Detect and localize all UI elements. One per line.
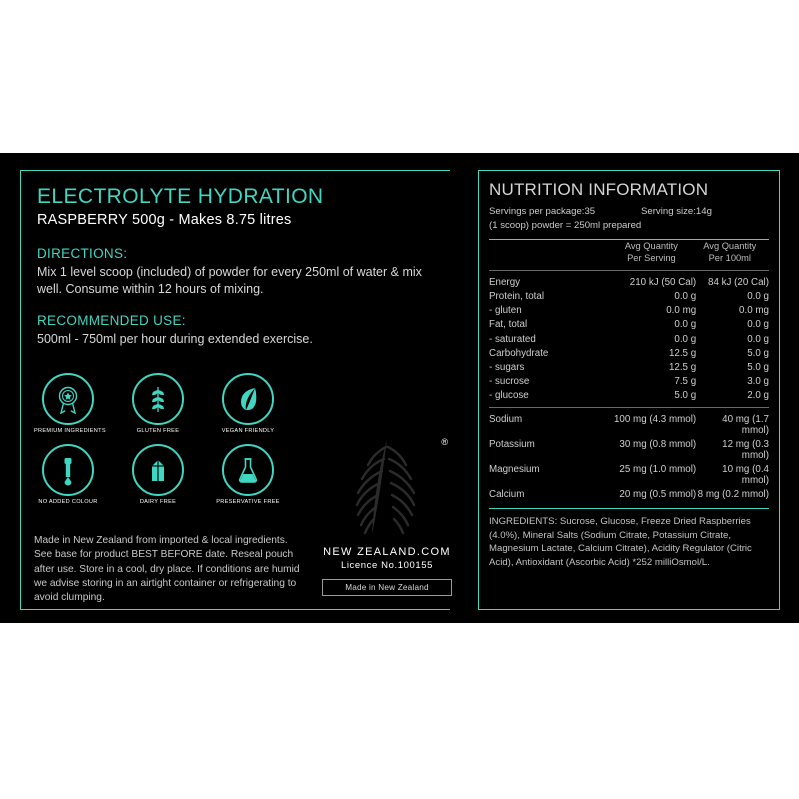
row-per-serving: 210 kJ (50 Cal) xyxy=(629,276,697,288)
col1-line2: Per Serving xyxy=(627,253,676,264)
row-per-serving: 0.0 g xyxy=(674,333,697,345)
nz-brand-text: NEW ZEALAND.COM xyxy=(323,546,451,558)
row-label: - saturated xyxy=(489,333,536,345)
row-per-serving: 5.0 g xyxy=(674,390,697,402)
badge-dairy-free xyxy=(124,444,192,505)
row-per-100ml: 0.0 mg xyxy=(739,305,769,317)
row-per-100ml: 5.0 g xyxy=(747,347,769,359)
row-label: Potassium xyxy=(489,438,535,450)
prepared-note: (1 scoop) powder = 250ml prepared xyxy=(489,219,642,231)
divider-grey-1 xyxy=(489,270,769,271)
row-per-100ml: 0.0 g xyxy=(747,291,769,302)
nutrition-title: NUTRITION INFORMATION xyxy=(489,180,709,199)
nutrition-table xyxy=(489,240,769,266)
row-per-100ml: 10 mg (0.4 mmol) xyxy=(722,463,769,486)
table-row xyxy=(489,360,769,374)
nz-licence-number: Licence No.100155 xyxy=(340,560,434,571)
table-row xyxy=(489,462,769,487)
recommended-use-heading: RECOMMENDED USE: xyxy=(37,312,186,328)
row-per-serving: 7.5 g xyxy=(674,376,697,388)
table-row xyxy=(489,289,769,303)
recommended-use-body: 500ml - 750ml per hour during extended exercise. xyxy=(37,331,313,346)
row-per-100ml: 84 kJ (20 Cal) xyxy=(708,276,769,288)
row-label: - sucrose xyxy=(489,376,530,388)
made-in-new-zealand-badge: Made in New Zealand xyxy=(322,579,452,596)
row-per-serving: 0.0 g xyxy=(674,291,697,302)
row-per-serving: 30 mg (0.8 mmol) xyxy=(619,438,697,450)
certification-badges xyxy=(34,373,294,515)
page-title: ELECTROLYTE HYDRATION xyxy=(37,185,324,208)
badge-gluten-free xyxy=(124,373,192,434)
storage-footnote: Made in New Zealand from imported & local ingredients. See base for product BEST BEFORE date. Reseal pouch after use. Store in a cool, dry place. If conditions are humid we advise storing in an airtight container or refrigerating to avoid clumping. xyxy=(34,535,300,604)
table-row xyxy=(489,332,769,346)
row-per-serving: 20 mg (0.5 mmol) xyxy=(619,489,697,501)
product-label xyxy=(0,153,799,623)
leaf-icon xyxy=(222,373,274,425)
product-subtitle: RASPBERRY 500g - Makes 8.75 litres xyxy=(37,212,292,229)
table-row xyxy=(489,346,769,360)
table-row xyxy=(489,389,769,403)
new-zealand-mark xyxy=(322,435,452,596)
row-label: - gluten xyxy=(489,305,522,317)
milk-carton-icon xyxy=(132,444,184,496)
table-row xyxy=(489,275,769,289)
table-row xyxy=(489,304,769,318)
row-label: Magnesium xyxy=(489,463,540,475)
row-per-serving: 12.5 g xyxy=(668,361,697,373)
flask-icon xyxy=(222,444,274,496)
directions-heading: DIRECTIONS: xyxy=(37,246,128,262)
badge-label: PRESERVATIVE FREE xyxy=(216,499,280,506)
ingredients-text: INGREDIENTS: Sucrose, Glucose, Freeze Dried Raspberries (4.0%), Mineral Salts (Sodium Citrate, Potassium Citrate, Magnesium Lactate, Calcium Citrate), Acidity Regulator (Citric Acid), Antioxidant (Ascorbic Acid) *252 milliOsmol/L. xyxy=(489,515,752,569)
badge-premium-ingredients xyxy=(34,373,106,434)
row-per-100ml: 0.0 g xyxy=(747,333,769,345)
row-per-100ml: 0.0 g xyxy=(747,319,769,331)
registered-trademark-icon: ® xyxy=(441,437,448,447)
nutrition-information-panel xyxy=(478,170,780,610)
row-per-serving: 0.0 mg xyxy=(666,305,697,317)
column-header-per-serving xyxy=(612,240,690,266)
table-header-row xyxy=(489,240,769,266)
row-label: Sodium xyxy=(489,413,523,425)
badge-preservative-free xyxy=(214,444,282,505)
row-per-serving: 0.0 g xyxy=(674,319,697,331)
prepared-note-line xyxy=(489,219,769,233)
col2-line1: Avg Quantity xyxy=(703,241,757,252)
row-per-serving: 25 mg (1.0 mmol) xyxy=(619,463,697,475)
col2-line2: Per 100ml xyxy=(708,253,751,264)
row-label: - sugars xyxy=(489,361,525,373)
medal-icon xyxy=(42,373,94,425)
wheat-icon xyxy=(132,373,184,425)
nutrition-rows-table xyxy=(489,275,769,403)
divider-grey-2 xyxy=(489,407,769,408)
table-row xyxy=(489,487,769,501)
fern-icon xyxy=(328,435,446,552)
row-label: Energy xyxy=(489,276,521,288)
row-per-100ml: 8 mg (0.2 mmol) xyxy=(697,489,769,501)
table-row xyxy=(489,412,769,437)
row-per-100ml: 2.0 g xyxy=(747,390,769,402)
directions-body: Mix 1 level scoop (included) of powder for every 250ml of water & mix well. Consume within 12 hours of mixing. xyxy=(37,265,422,296)
badge-row-1 xyxy=(34,373,294,434)
row-per-serving: 100 mg (4.3 mmol) xyxy=(613,413,697,425)
servings-line xyxy=(489,205,769,219)
badge-vegan-friendly xyxy=(214,373,282,434)
row-per-100ml: 40 mg (1.7 mmol) xyxy=(722,413,769,436)
row-label: Protein, total xyxy=(489,291,545,302)
row-label: - glucose xyxy=(489,390,529,402)
row-per-100ml: 12 mg (0.3 mmol) xyxy=(722,438,769,461)
table-row xyxy=(489,375,769,389)
row-label: Fat, total xyxy=(489,319,528,331)
row-label: Carbohydrate xyxy=(489,347,549,359)
badge-label: DAIRY FREE xyxy=(139,499,177,506)
row-per-100ml: 3.0 g xyxy=(747,376,769,388)
badge-label: NO ADDED COLOUR xyxy=(38,499,98,506)
serving-size: Serving size:14g xyxy=(641,206,712,217)
dropper-icon xyxy=(42,444,94,496)
header-spacer xyxy=(489,240,612,266)
row-label: Calcium xyxy=(489,489,525,501)
divider-teal-bottom xyxy=(489,508,769,509)
table-row xyxy=(489,437,769,462)
badge-label: VEGAN FRIENDLY xyxy=(221,428,275,434)
badge-label: PREMIUM INGREDIENTS xyxy=(34,428,106,434)
minerals-table xyxy=(489,412,769,502)
badge-no-added-colour xyxy=(34,444,102,505)
table-row xyxy=(489,318,769,332)
servings-per-package: Servings per package:35 xyxy=(489,206,596,217)
row-per-serving: 12.5 g xyxy=(668,347,697,359)
column-header-per-100ml xyxy=(691,240,769,266)
col1-line1: Avg Quantity xyxy=(624,241,678,252)
badge-label: GLUTEN FREE xyxy=(136,428,180,434)
row-per-100ml: 5.0 g xyxy=(747,361,769,373)
badge-row-2 xyxy=(34,444,294,505)
